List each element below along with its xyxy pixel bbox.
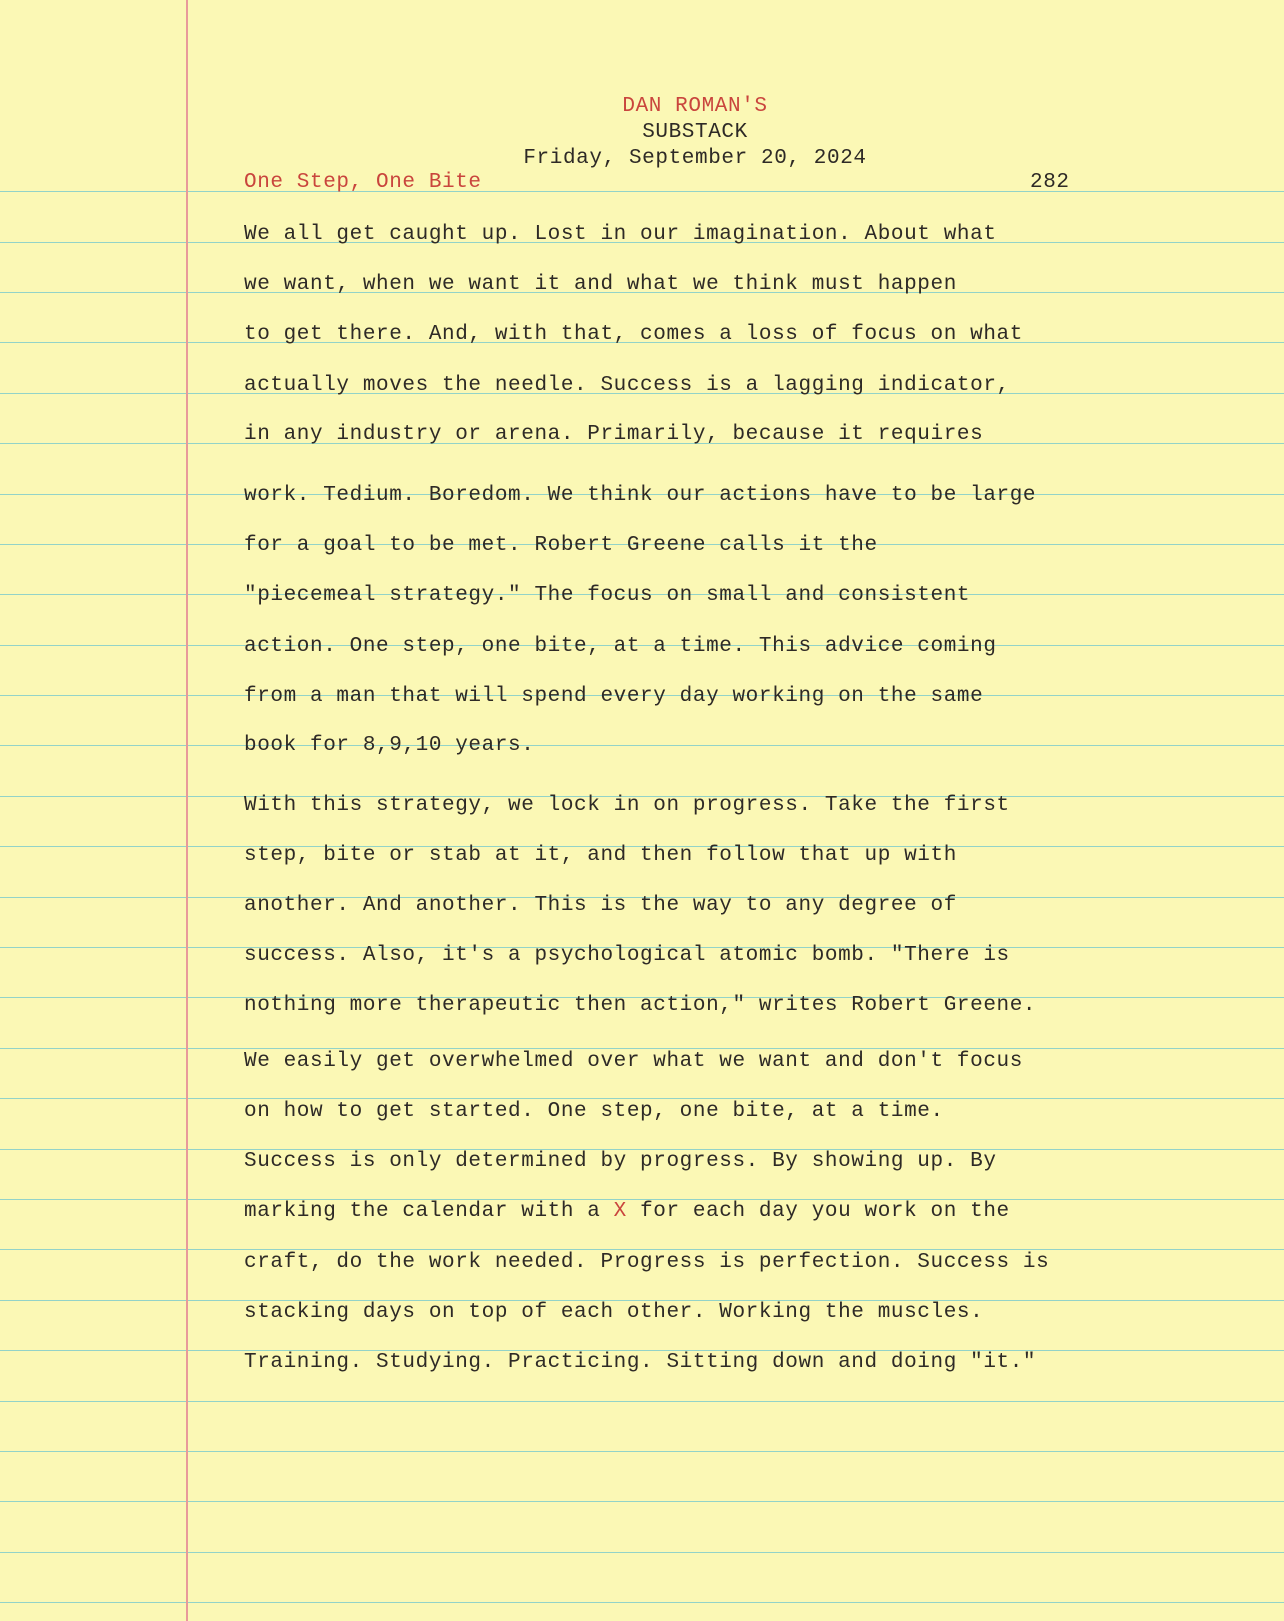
body-line: craft, do the work needed. Progress is perfection. Success is xyxy=(244,1251,1050,1274)
ruled-line xyxy=(0,745,1284,746)
body-line: Training. Studying. Practicing. Sitting down and doing "it." xyxy=(244,1351,1037,1374)
body-line: book for 8,9,10 years. xyxy=(244,734,535,757)
body-line: in any industry or arena. Primarily, because it requires xyxy=(244,423,984,446)
publication-heading: SUBSTACK xyxy=(642,121,748,144)
date-heading: Friday, September 20, 2024 xyxy=(523,147,867,170)
body-line: Success is only determined by progress. By showing up. By xyxy=(244,1150,997,1173)
ruled-line xyxy=(0,1451,1284,1452)
post-title: One Step, One Bite xyxy=(244,171,482,194)
body-line: actually moves the needle. Success is a lagging indicator, xyxy=(244,374,1010,397)
red-x-mark: X xyxy=(613,1200,627,1223)
body-line: success. Also, it's a psychological atomic bomb. "There is xyxy=(244,944,1010,967)
body-line: "piecemeal strategy." The focus on small and consistent xyxy=(244,584,971,607)
body-line-marked xyxy=(244,1199,1010,1225)
body-line: step, bite or stab at it, and then follow that up with xyxy=(244,844,957,867)
body-line: for a goal to be met. Robert Greene calls it the xyxy=(244,534,878,557)
body-line: With this strategy, we lock in on progress. Take the first xyxy=(244,794,1010,817)
marked-line-after: for each day you work on the xyxy=(626,1200,1010,1223)
ruled-line xyxy=(0,1401,1284,1402)
marked-line-before: marking the calendar with a xyxy=(244,1200,614,1223)
body-line: We easily get overwhelmed over what we want and don't focus xyxy=(244,1050,1023,1073)
body-line: to get there. And, with that, comes a loss of focus on what xyxy=(244,323,1023,346)
ruled-line xyxy=(0,1501,1284,1502)
body-line: work. Tedium. Boredom. We think our actions have to be large xyxy=(244,484,1037,507)
margin-line xyxy=(186,0,188,1621)
body-line: nothing more therapeutic then action," writes Robert Greene. xyxy=(244,994,1037,1017)
ruled-line xyxy=(0,1552,1284,1553)
body-line: from a man that will spend every day working on the same xyxy=(244,685,984,708)
post-number: 282 xyxy=(1030,171,1070,194)
body-line: We all get caught up. Lost in our imagination. About what xyxy=(244,223,997,246)
ruled-line xyxy=(0,1602,1284,1603)
author-heading: DAN ROMAN'S xyxy=(622,95,768,118)
body-line: on how to get started. One step, one bite, at a time. xyxy=(244,1100,944,1123)
body-line: stacking days on top of each other. Working the muscles. xyxy=(244,1301,984,1324)
body-line: action. One step, one bite, at a time. This advice coming xyxy=(244,635,997,658)
ruled-line xyxy=(0,191,1284,192)
body-line: we want, when we want it and what we think must happen xyxy=(244,273,957,296)
body-line: another. And another. This is the way to any degree of xyxy=(244,894,957,917)
